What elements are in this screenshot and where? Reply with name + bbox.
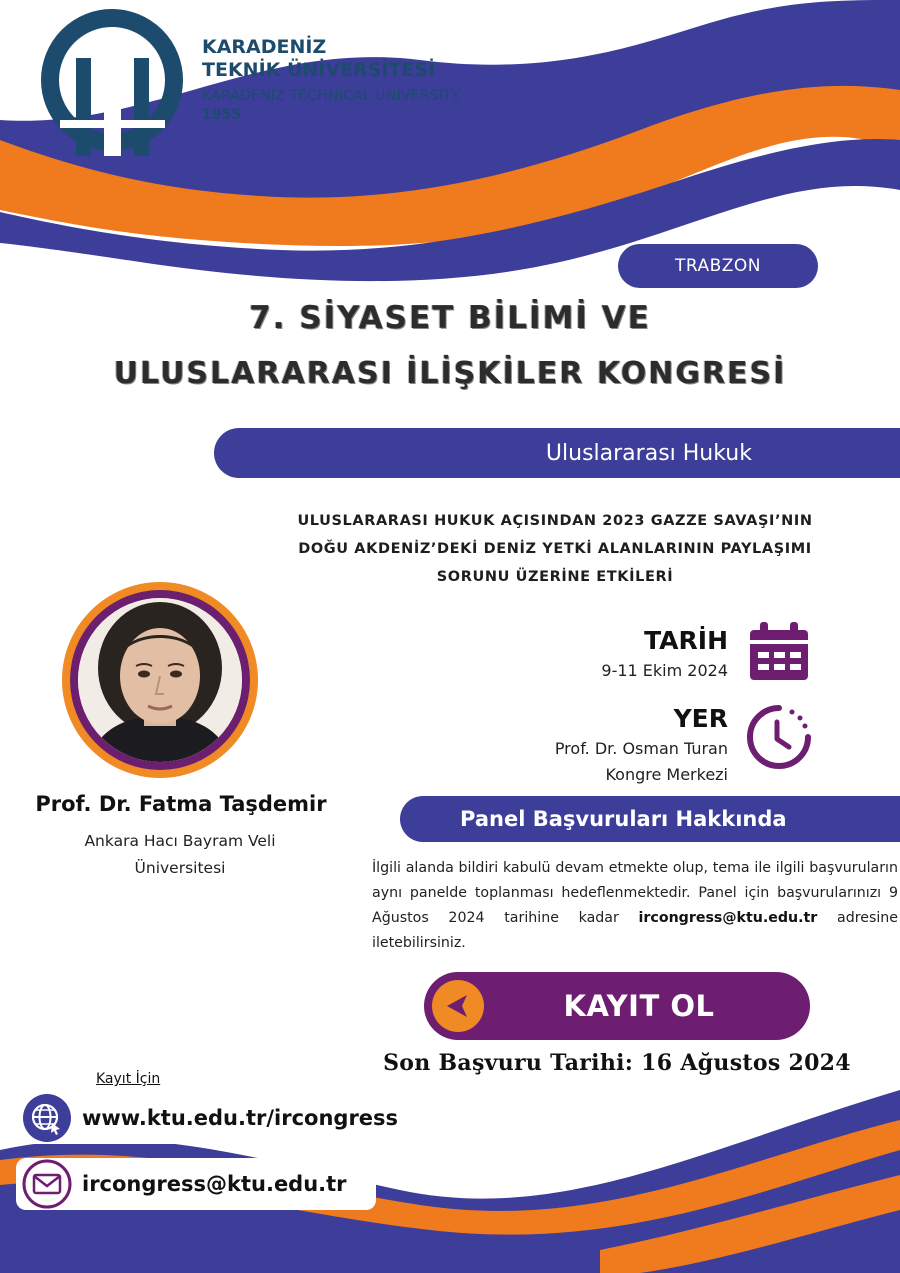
panel-info-text-part1: İlgili alanda bildiri kabulü devam etmekte olup, tema ile ilgili başvuruların aynı panelde toplanması hedeflenmektedir. Panel için başvurularınızı 9 Ağustos 2024 tarihine kadar — [372, 860, 898, 926]
panel-info-text — [372, 856, 898, 956]
congress-title-line2: ULUSLARARASI İLİŞKİLER KONGRESİ — [113, 356, 787, 391]
registration-for-label: Kayıt İçin — [96, 1071, 161, 1087]
place-value-line1: Prof. Dr. Osman Turan — [554, 739, 728, 758]
paper-title-line1: ULUSLARARASI HUKUK AÇISINDAN 2023 GAZZE SAVAŞI’NIN — [297, 513, 813, 529]
paper-title-line2: DOĞU AKDENİZ’DEKİ DENİZ YETKİ ALANLARININ PAYLAŞIMI — [298, 541, 812, 557]
globe-icon — [22, 1093, 72, 1143]
panel-info-text-part2: adresine iletebilirsiniz. — [372, 910, 899, 951]
register-button-label[interactable]: KAYIT OL — [563, 989, 715, 1023]
ktu-logo-mark — [50, 18, 174, 156]
calendar-icon — [746, 620, 812, 686]
university-name-line2: TEKNİK ÜNİVERSİTESİ — [202, 59, 436, 81]
speaker-portrait-illustration — [78, 598, 242, 762]
application-deadline: Son Başvuru Tarihi: 16 Ağustos 2024 — [340, 1044, 894, 1082]
panel-info-heading: Panel Başvuruları Hakkında — [400, 796, 900, 842]
speaker-institution-line2: Üniversitesi — [134, 859, 226, 877]
website-contact[interactable] — [16, 1092, 426, 1144]
place-value-line2: Kongre Merkezi — [605, 765, 728, 784]
speaker-institution — [30, 828, 330, 882]
city-badge: TRABZON — [618, 244, 818, 288]
university-name-en: KARADENİZ TECHNICAL UNIVERSITY — [202, 88, 461, 104]
date-value: 9-11 Ekim 2024 — [601, 661, 728, 680]
email-address[interactable]: ircongress@ktu.edu.tr — [82, 1172, 347, 1196]
register-arrow-icon[interactable] — [432, 980, 484, 1032]
panel-info-email[interactable]: ircongress@ktu.edu.tr — [638, 910, 818, 926]
date-label: TARİH — [644, 626, 728, 655]
speaker-photo — [78, 598, 242, 762]
place-label: YER — [673, 704, 728, 733]
envelope-icon — [22, 1159, 72, 1209]
paper-title-line3: SORUNU ÜZERİNE ETKİLERİ — [436, 569, 674, 585]
university-founded-year: 1955 — [202, 107, 241, 123]
clock-icon — [746, 704, 812, 774]
university-name-line1: KARADENİZ — [202, 36, 327, 58]
speaker-name: Prof. Dr. Fatma Taşdemir — [35, 792, 327, 816]
panel-area-banner: Uluslararası Hukuk — [214, 428, 900, 478]
congress-title-line1: 7. SİYASET BİLİMİ VE — [249, 300, 651, 336]
paper-title — [210, 507, 900, 591]
place-value — [555, 736, 728, 788]
website-url[interactable]: www.ktu.edu.tr/ircongress — [82, 1106, 399, 1130]
speaker-institution-line1: Ankara Hacı Bayram Veli — [84, 832, 276, 850]
email-contact[interactable] — [16, 1158, 376, 1210]
university-name-tr — [202, 36, 435, 82]
